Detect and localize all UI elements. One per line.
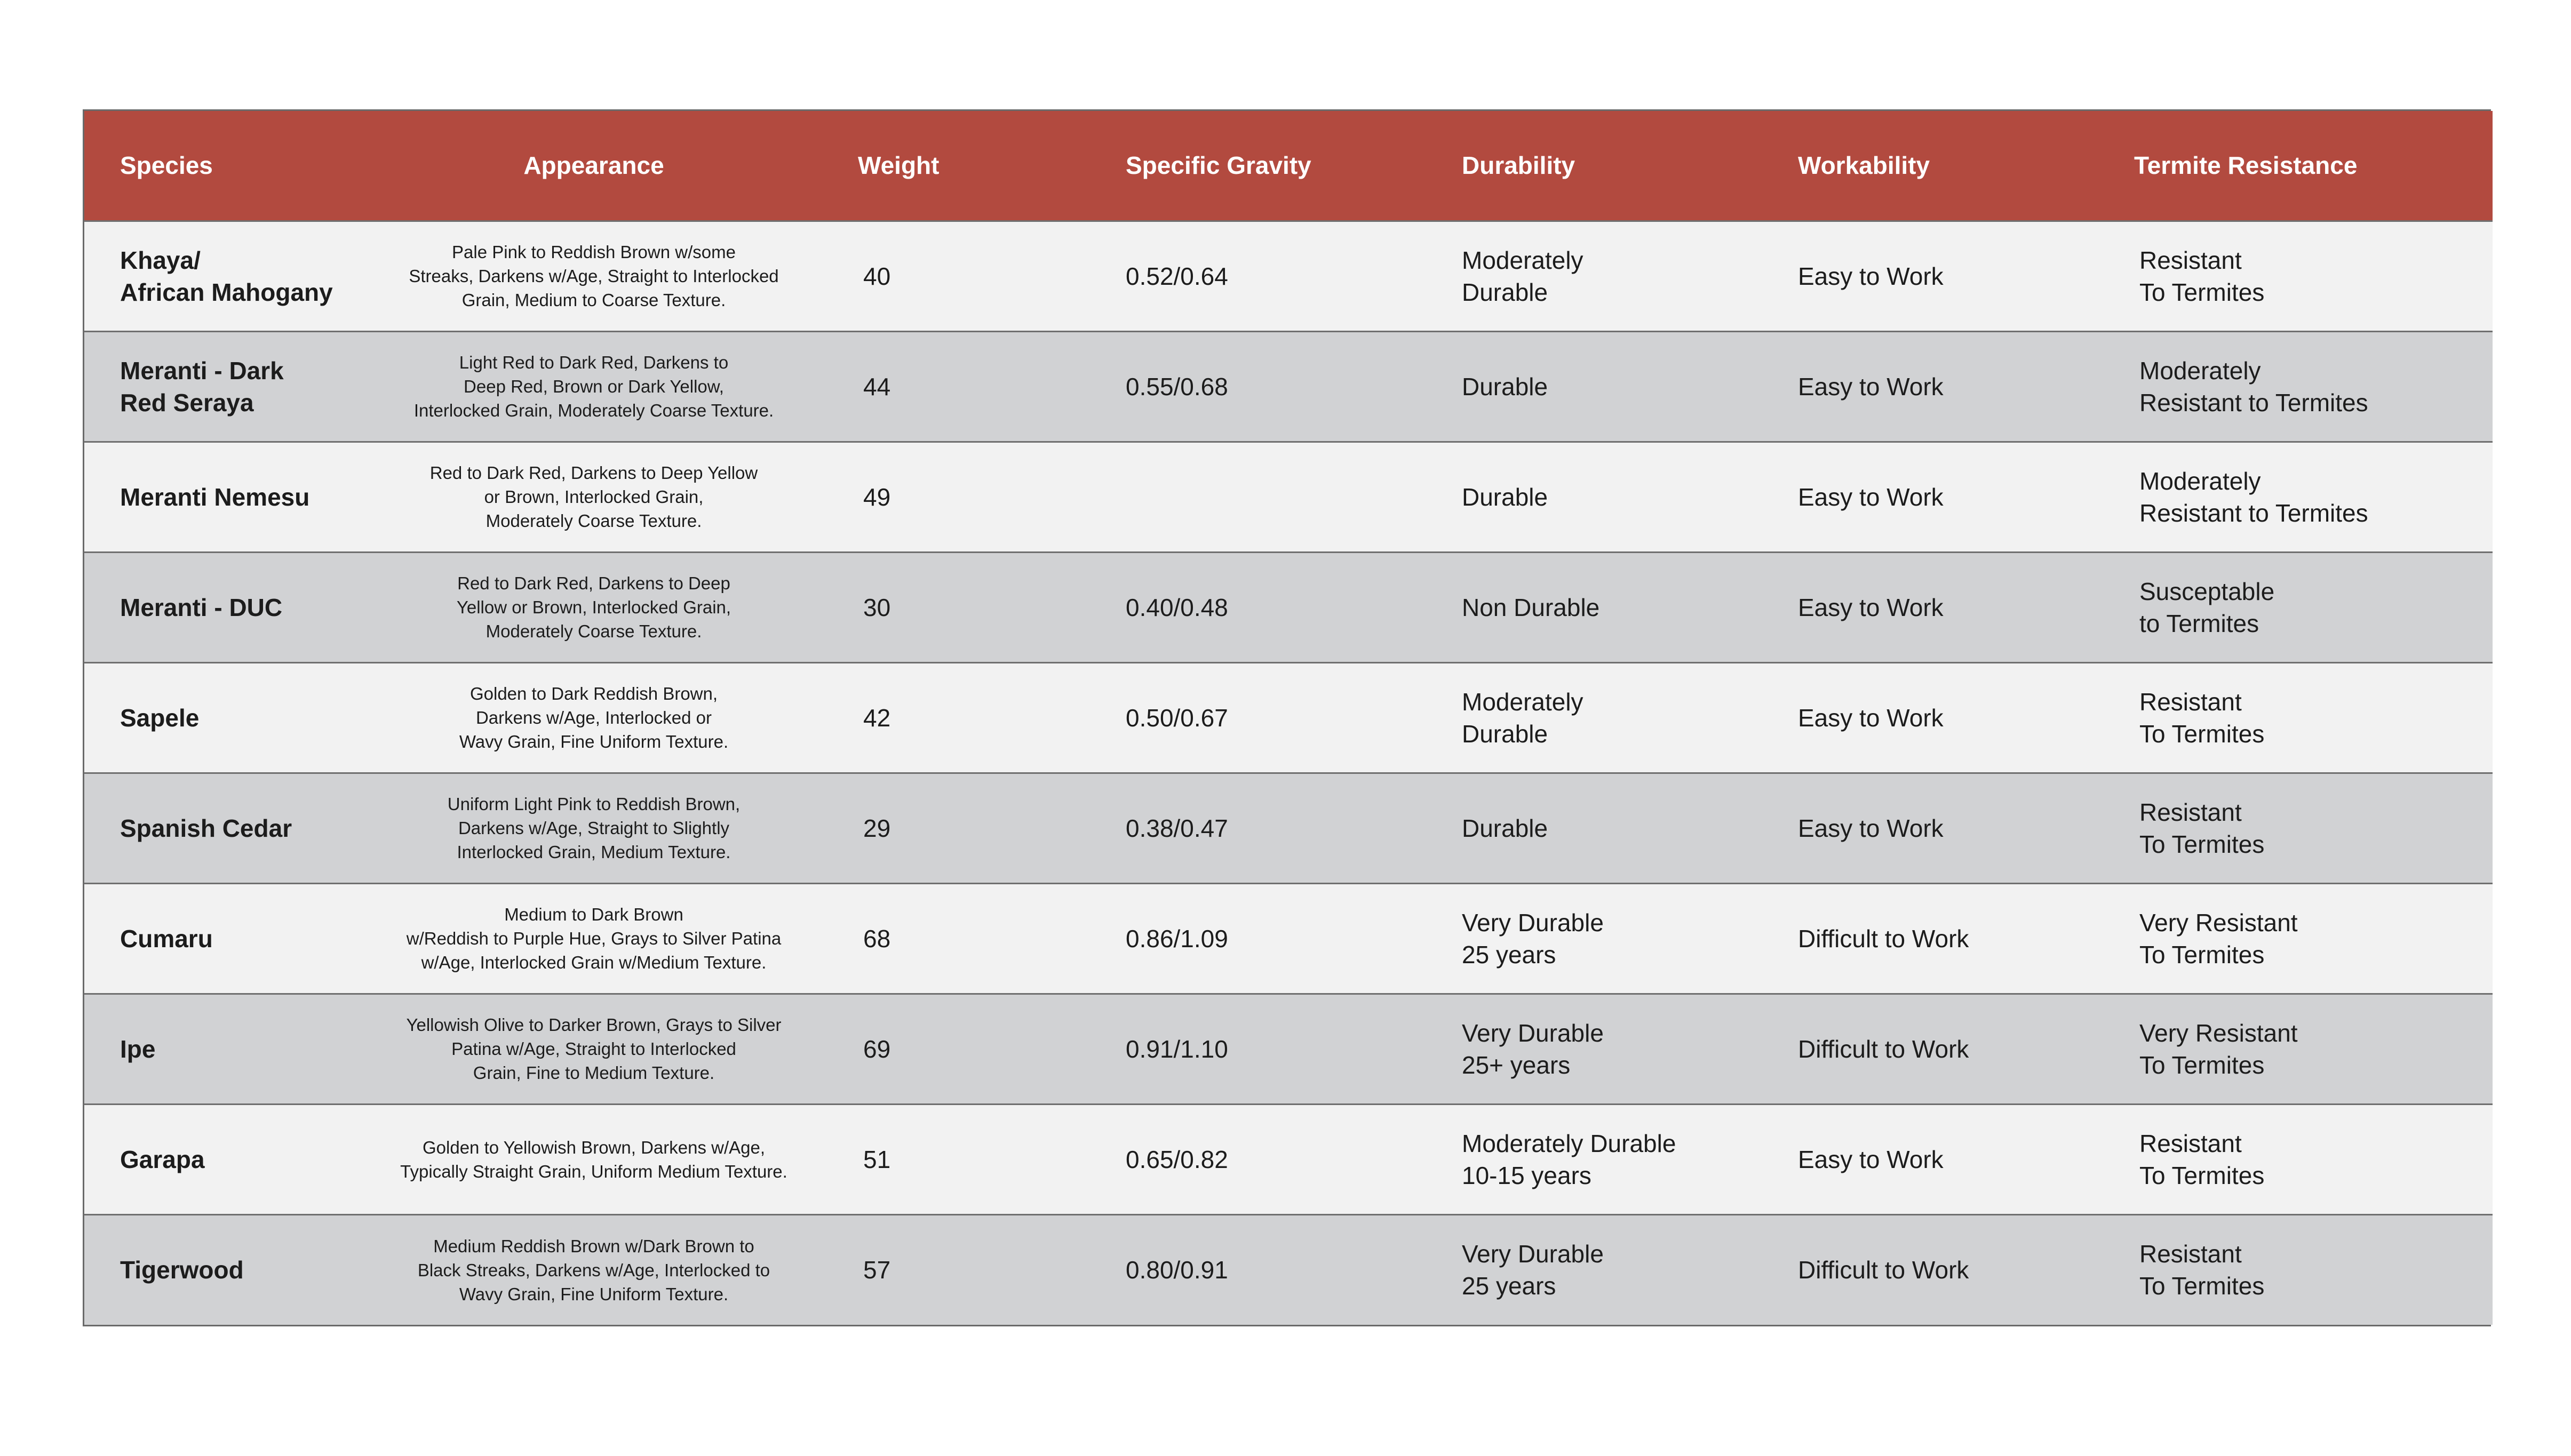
cell-specific-gravity: 0.86/1.09 bbox=[1126, 924, 1228, 953]
cell-line: Durable bbox=[1462, 372, 1548, 401]
cell-line: Red Seraya bbox=[120, 388, 254, 417]
cell-line: Medium Reddish Brown w/Dark Brown to bbox=[433, 1236, 754, 1256]
cell-line: or Brown, Interlocked Grain, bbox=[484, 487, 704, 507]
cell-durability bbox=[1439, 1214, 1776, 1325]
cell-termite-resistance bbox=[2117, 552, 2493, 662]
cell-line: Moderately bbox=[1462, 246, 1583, 274]
cell-specific-gravity: 0.65/0.82 bbox=[1126, 1145, 1228, 1173]
cell-specific-gravity: 0.52/0.64 bbox=[1126, 262, 1228, 290]
cell-line: Yellowish Olive to Darker Brown, Grays to Silver bbox=[406, 1015, 782, 1035]
cell-line: African Mahogany bbox=[120, 278, 333, 306]
cell-termite-resistance bbox=[2117, 442, 2493, 552]
cell-line: To Termites bbox=[2139, 278, 2265, 306]
species-comparison-table bbox=[83, 109, 2491, 1326]
cell-line: Medium to Dark Brown bbox=[504, 905, 683, 924]
cell-line: w/Age, Interlocked Grain w/Medium Texture. bbox=[421, 953, 767, 972]
cell-line: Spanish Cedar bbox=[120, 814, 292, 842]
table-row bbox=[84, 331, 2493, 442]
cell-weight: 69 bbox=[863, 1035, 891, 1063]
cell-durability bbox=[1439, 662, 1776, 773]
cell-line: Resistant to Termites bbox=[2139, 388, 2368, 417]
cell-specific-gravity: 0.80/0.91 bbox=[1126, 1256, 1228, 1284]
cell-appearance bbox=[362, 773, 826, 883]
cell-line: Darkens w/Age, Interlocked or bbox=[475, 708, 712, 727]
cell-line: Typically Straight Grain, Uniform Medium Texture. bbox=[400, 1161, 787, 1181]
cell-appearance bbox=[362, 883, 826, 994]
cell-weight: 30 bbox=[863, 593, 891, 621]
table-row bbox=[84, 773, 2493, 883]
cell-workability: Difficult to Work bbox=[1798, 924, 1969, 953]
cell-line: Red to Dark Red, Darkens to Deep bbox=[457, 573, 730, 593]
cell-line: Wavy Grain, Fine Uniform Texture. bbox=[459, 732, 729, 751]
cell-durability bbox=[1439, 994, 1776, 1104]
cell-line: 10-15 years bbox=[1462, 1161, 1591, 1189]
cell-specific-gravity: 0.91/1.10 bbox=[1126, 1035, 1228, 1063]
cell-line: Tigerwood bbox=[120, 1256, 244, 1284]
cell-termite-resistance bbox=[2117, 773, 2493, 883]
cell-durability bbox=[1439, 331, 1776, 442]
cell-line: Durable bbox=[1462, 814, 1548, 842]
header-weight: Weight bbox=[858, 151, 940, 180]
cell-line: Resistant bbox=[2139, 1129, 2242, 1157]
cell-appearance bbox=[362, 552, 826, 662]
cell-line: To Termites bbox=[2139, 940, 2265, 969]
cell-line: Meranti Nemesu bbox=[120, 483, 310, 511]
cell-termite-resistance bbox=[2117, 662, 2493, 773]
cell-line: Meranti - Dark bbox=[120, 356, 284, 385]
cell-weight: 40 bbox=[863, 262, 891, 290]
cell-species bbox=[84, 883, 362, 994]
cell-species bbox=[84, 331, 362, 442]
header-workability: Workability bbox=[1798, 151, 1930, 180]
cell-line: Resistant bbox=[2139, 246, 2242, 274]
cell-line: Red to Dark Red, Darkens to Deep Yellow bbox=[429, 463, 758, 483]
cell-line: Interlocked Grain, Moderately Coarse Texture. bbox=[413, 401, 774, 420]
cell-workability: Difficult to Work bbox=[1798, 1035, 1969, 1063]
cell-line: To Termites bbox=[2139, 719, 2265, 748]
cell-line: Garapa bbox=[120, 1145, 205, 1173]
cell-termite-resistance bbox=[2117, 331, 2493, 442]
cell-workability: Easy to Work bbox=[1798, 483, 1944, 511]
cell-weight: 42 bbox=[863, 703, 891, 732]
header-specific-gravity: Specific Gravity bbox=[1126, 151, 1311, 180]
cell-line: 25 years bbox=[1462, 940, 1556, 969]
header-row bbox=[84, 111, 2493, 221]
cell-line: Sapele bbox=[120, 703, 200, 732]
header-appearance: Appearance bbox=[523, 151, 664, 180]
table-body bbox=[84, 221, 2493, 1325]
table-row bbox=[84, 994, 2493, 1104]
cell-durability bbox=[1439, 883, 1776, 994]
cell-line: Wavy Grain, Fine Uniform Texture. bbox=[459, 1284, 729, 1304]
cell-line: To Termites bbox=[2139, 1161, 2265, 1189]
cell-appearance bbox=[362, 1214, 826, 1325]
cell-appearance bbox=[362, 221, 826, 331]
cell-line: Patina w/Age, Straight to Interlocked bbox=[451, 1039, 736, 1059]
table-row bbox=[84, 221, 2493, 331]
cell-line: Moderately bbox=[1462, 687, 1583, 716]
cell-line: Resistant bbox=[2139, 798, 2242, 826]
cell-species bbox=[84, 552, 362, 662]
cell-line: Moderately Coarse Texture. bbox=[485, 511, 702, 531]
cell-workability: Easy to Work bbox=[1798, 593, 1944, 621]
cell-line: Very Durable bbox=[1462, 1019, 1604, 1047]
cell-specific-gravity: 0.55/0.68 bbox=[1126, 372, 1228, 401]
cell-durability bbox=[1439, 442, 1776, 552]
cell-termite-resistance bbox=[2117, 1214, 2493, 1325]
cell-specific-gravity: 0.38/0.47 bbox=[1126, 814, 1228, 842]
cell-line: Very Durable bbox=[1462, 908, 1604, 937]
cell-line: Pale Pink to Reddish Brown w/some bbox=[452, 242, 736, 262]
cell-weight: 49 bbox=[863, 483, 891, 511]
cell-line: Ipe bbox=[120, 1035, 156, 1063]
header-termite-resistance: Termite Resistance bbox=[2134, 151, 2358, 180]
cell-appearance bbox=[362, 994, 826, 1104]
cell-line: Interlocked Grain, Medium Texture. bbox=[457, 842, 731, 862]
cell-weight: 57 bbox=[863, 1256, 891, 1284]
cell-line: To Termites bbox=[2139, 1051, 2265, 1079]
cell-line: Golden to Yellowish Brown, Darkens w/Age, bbox=[422, 1137, 766, 1157]
table-row bbox=[84, 662, 2493, 773]
cell-line: to Termites bbox=[2139, 609, 2259, 637]
cell-line: Uniform Light Pink to Reddish Brown, bbox=[447, 794, 741, 814]
cell-workability: Easy to Work bbox=[1798, 372, 1944, 401]
cell-termite-resistance bbox=[2117, 883, 2493, 994]
cell-line: Resistant to Termites bbox=[2139, 499, 2368, 527]
cell-species bbox=[84, 1104, 362, 1214]
cell-termite-resistance bbox=[2117, 221, 2493, 331]
cell-line: Darkens w/Age, Straight to Slightly bbox=[458, 818, 730, 838]
cell-line: Light Red to Dark Red, Darkens to bbox=[459, 353, 729, 372]
cell-species bbox=[84, 773, 362, 883]
cell-weight: 68 bbox=[863, 924, 891, 953]
cell-appearance bbox=[362, 1104, 826, 1214]
cell-species bbox=[84, 662, 362, 773]
cell-line: Resistant bbox=[2139, 1240, 2242, 1268]
cell-species bbox=[84, 221, 362, 331]
cell-line: To Termites bbox=[2139, 1272, 2265, 1300]
cell-durability bbox=[1439, 552, 1776, 662]
cell-line: Cumaru bbox=[120, 924, 213, 953]
cell-line: Resistant bbox=[2139, 687, 2242, 716]
cell-line: Moderately Coarse Texture. bbox=[485, 621, 702, 641]
cell-line: To Termites bbox=[2139, 830, 2265, 858]
cell-line: Very Resistant bbox=[2139, 908, 2298, 937]
cell-durability bbox=[1439, 1104, 1776, 1214]
cell-species bbox=[84, 442, 362, 552]
cell-species bbox=[84, 1214, 362, 1325]
cell-line: Very Resistant bbox=[2139, 1019, 2298, 1047]
cell-appearance bbox=[362, 331, 826, 442]
cell-specific-gravity: 0.50/0.67 bbox=[1126, 703, 1228, 732]
cell-workability: Easy to Work bbox=[1798, 703, 1944, 732]
cell-line: Grain, Medium to Coarse Texture. bbox=[461, 290, 726, 310]
table bbox=[84, 111, 2493, 1325]
cell-line: Durable bbox=[1462, 719, 1548, 748]
cell-line: Streaks, Darkens w/Age, Straight to Interlocked bbox=[409, 266, 779, 286]
cell-line: Deep Red, Brown or Dark Yellow, bbox=[464, 377, 724, 396]
cell-appearance bbox=[362, 662, 826, 773]
cell-line: Moderately bbox=[2139, 356, 2261, 385]
cell-specific-gravity bbox=[1103, 442, 1439, 552]
cell-specific-gravity: 0.40/0.48 bbox=[1126, 593, 1228, 621]
cell-line: Khaya/ bbox=[120, 246, 201, 274]
cell-line: Durable bbox=[1462, 278, 1548, 306]
cell-line: Moderately bbox=[2139, 467, 2261, 495]
cell-line: Susceptable bbox=[2139, 577, 2275, 605]
header-durability: Durability bbox=[1462, 151, 1575, 180]
cell-line: w/Reddish to Purple Hue, Grays to Silver Patina bbox=[406, 929, 782, 948]
cell-line: Meranti - DUC bbox=[120, 593, 283, 621]
cell-line: Grain, Fine to Medium Texture. bbox=[473, 1063, 715, 1083]
cell-line: 25 years bbox=[1462, 1272, 1556, 1300]
cell-line: Golden to Dark Reddish Brown, bbox=[469, 684, 718, 703]
table-row bbox=[84, 1104, 2493, 1214]
cell-line: Yellow or Brown, Interlocked Grain, bbox=[456, 597, 731, 617]
cell-workability: Difficult to Work bbox=[1798, 1256, 1969, 1284]
cell-workability: Easy to Work bbox=[1798, 262, 1944, 290]
cell-line: Durable bbox=[1462, 483, 1548, 511]
cell-termite-resistance bbox=[2117, 994, 2493, 1104]
cell-weight: 29 bbox=[863, 814, 891, 842]
cell-weight: 51 bbox=[863, 1145, 891, 1173]
table-row bbox=[84, 883, 2493, 994]
cell-termite-resistance bbox=[2117, 1104, 2493, 1214]
cell-line: Black Streaks, Darkens w/Age, Interlocked to bbox=[417, 1260, 770, 1280]
cell-workability: Easy to Work bbox=[1798, 814, 1944, 842]
cell-line: Very Durable bbox=[1462, 1240, 1604, 1268]
cell-line: Non Durable bbox=[1462, 593, 1600, 621]
cell-species bbox=[84, 994, 362, 1104]
cell-workability: Easy to Work bbox=[1798, 1145, 1944, 1173]
header-species: Species bbox=[120, 151, 213, 180]
table-row bbox=[84, 552, 2493, 662]
cell-line: 25+ years bbox=[1462, 1051, 1571, 1079]
cell-durability bbox=[1439, 773, 1776, 883]
table-row bbox=[84, 1214, 2493, 1325]
cell-weight: 44 bbox=[863, 372, 891, 401]
cell-appearance bbox=[362, 442, 826, 552]
cell-durability bbox=[1439, 221, 1776, 331]
cell-line: Moderately Durable bbox=[1462, 1129, 1676, 1157]
table-row bbox=[84, 442, 2493, 552]
